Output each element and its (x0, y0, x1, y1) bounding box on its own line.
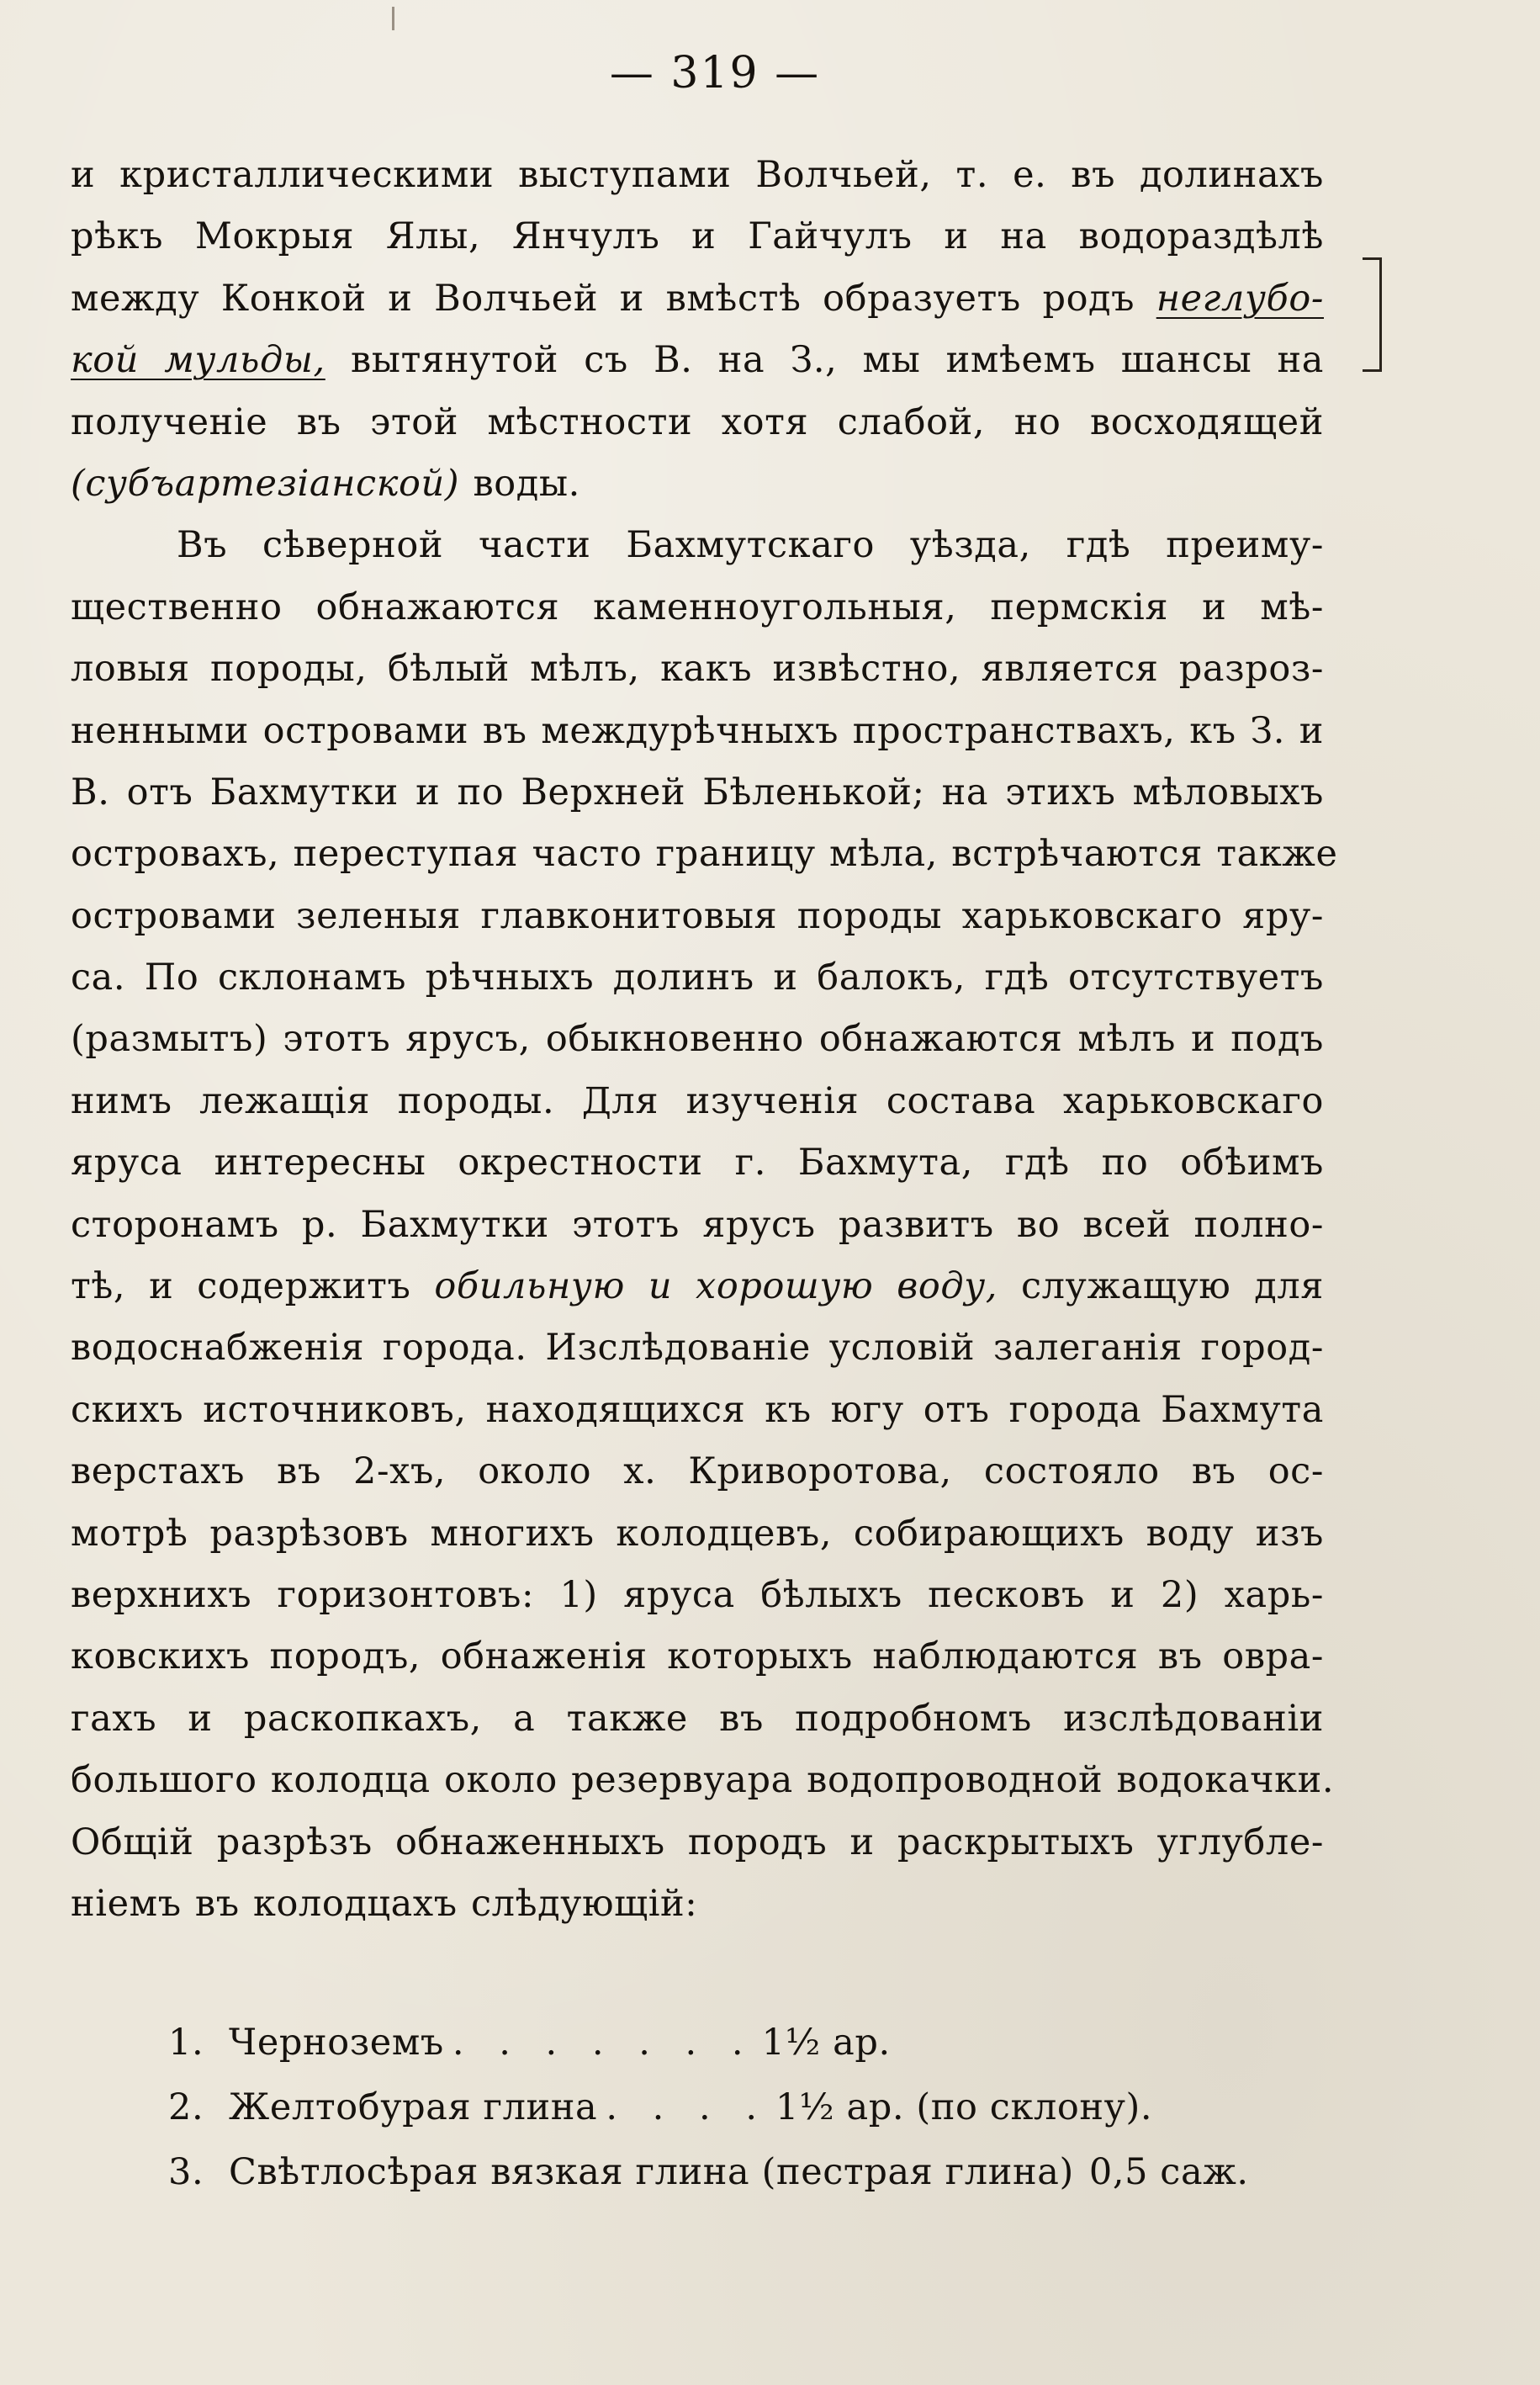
section-list (168, 2011, 1329, 2205)
text-line: мотрѣ разрѣзовъ многихъ колодцевъ, собирающихъ воду изъ (71, 1512, 1324, 1555)
margin-bracket-annotation (1363, 257, 1382, 372)
text-line: ненными островами въ междурѣчныхъ пространствахъ, къ З. и (71, 709, 1324, 752)
text-line: Общій разрѣзъ обнаженныхъ породъ и раскрытыхъ углубле- (71, 1821, 1324, 1863)
text-line: водоснабженія города. Изслѣдованіе условій залеганія город- (71, 1327, 1324, 1370)
text-line: (размытъ) этотъ ярусъ, обыкновенно обнажаются мѣлъ и подъ (71, 1018, 1324, 1061)
text-line (71, 1256, 1324, 1317)
dot-leader (1074, 2140, 1082, 2205)
text-line (71, 268, 1324, 330)
text-line: островами зеленыя главконитовыя породы харьковскаго яру- (71, 894, 1324, 937)
layer-name: Свѣтлосѣрая вязкая глина (пестрая глина) (229, 2151, 1074, 2193)
text-line: яруса интересны окрестности г. Бахмута, гдѣ по обѣимъ (71, 1142, 1324, 1185)
italic-term: неглубо- (1156, 277, 1324, 320)
text-span: вытянутой съ В. на З., мы имѣемъ шансы на (325, 339, 1325, 382)
page-number: — 319 — (609, 48, 821, 98)
text-line: Въ сѣверной части Бахмутскаго уѣзда, гдѣ преиму- (177, 524, 1324, 567)
list-number: 2. (168, 2086, 204, 2128)
dot-leader: . . . . (606, 2086, 769, 2128)
text-line: рѣкъ Мокрыя Ялы, Янчулъ и Гайчулъ и на водораздѣлѣ (71, 215, 1324, 258)
text-line: ковскихъ породъ, обнаженія которыхъ наблюдаются въ овра- (71, 1635, 1324, 1678)
pencil-mark (392, 7, 394, 30)
layer-thickness: 1½ ар. (761, 2022, 891, 2064)
text-line: ловыя породы, бѣлый мѣлъ, какъ извѣстно, является разроз- (71, 648, 1324, 691)
layer-thickness: 1½ ар. (по склону). (775, 2086, 1153, 2128)
layer-thickness: 0,5 саж. (1088, 2151, 1249, 2193)
text-line: нимъ лежащія породы. Для изученія состава харьковскаго (71, 1079, 1324, 1122)
text-line: полученіе въ этой мѣстности хотя слабой, но восходящей (71, 400, 1324, 443)
text-line: гахъ и раскопкахъ, а также въ подробномъ изслѣдованіи (71, 1697, 1324, 1740)
list-number: 3. (168, 2151, 204, 2193)
body-text (71, 145, 1338, 1935)
text-line: щественно обнажаются каменноугольныя, пермскія и мѣ- (71, 586, 1324, 628)
text-span: между Конкой и Волчьей и вмѣстѣ образуетъ родъ (71, 277, 1156, 320)
text-line (71, 453, 1324, 515)
list-item (168, 2011, 1329, 2075)
layer-name: Черноземъ (229, 2022, 444, 2064)
text-span: воды. (459, 462, 580, 505)
italic-term: обильную и хорошую воду, (434, 1265, 998, 1308)
italic-term: кой мульды, (71, 339, 325, 382)
text-line: верхнихъ горизонтовъ: 1) яруса бѣлыхъ песковъ и 2) харь- (71, 1573, 1324, 1616)
dot-leader: . . . . . . . (452, 2022, 755, 2064)
text-line: верстахъ въ 2-хъ, около х. Криворотова, состояло въ ос- (71, 1450, 1324, 1493)
list-number: 1. (168, 2022, 204, 2064)
list-item (168, 2075, 1329, 2140)
text-line: островахъ, переступая часто границу мѣла, встрѣчаются также (71, 833, 1338, 876)
text-line: и кристаллическими выступами Волчьей, т. е. въ долинахъ (71, 154, 1324, 196)
layer-name: Желтобурая глина (229, 2086, 598, 2128)
text-span: служащую для (998, 1265, 1324, 1308)
italic-term: (субъартезіанской) (71, 462, 460, 505)
text-line: са. По склонамъ рѣчныхъ долинъ и балокъ, гдѣ отсутствуетъ (71, 957, 1324, 999)
text-line: сторонамъ р. Бахмутки этотъ ярусъ развитъ во всей полно- (71, 1203, 1324, 1246)
text-line: скихъ источниковъ, находящихся къ югу отъ города Бахмута (71, 1388, 1324, 1431)
text-line: ніемъ въ колодцахъ слѣдующій: (71, 1882, 698, 1925)
text-span: тѣ, и содержитъ (71, 1265, 435, 1308)
list-item (168, 2140, 1329, 2205)
text-line: большого колодца около резервуара водопроводной водокачки. (71, 1759, 1335, 1802)
text-line: В. отъ Бахмутки и по Верхней Бѣленькой; на этихъ мѣловыхъ (71, 771, 1324, 814)
text-line (71, 330, 1324, 391)
